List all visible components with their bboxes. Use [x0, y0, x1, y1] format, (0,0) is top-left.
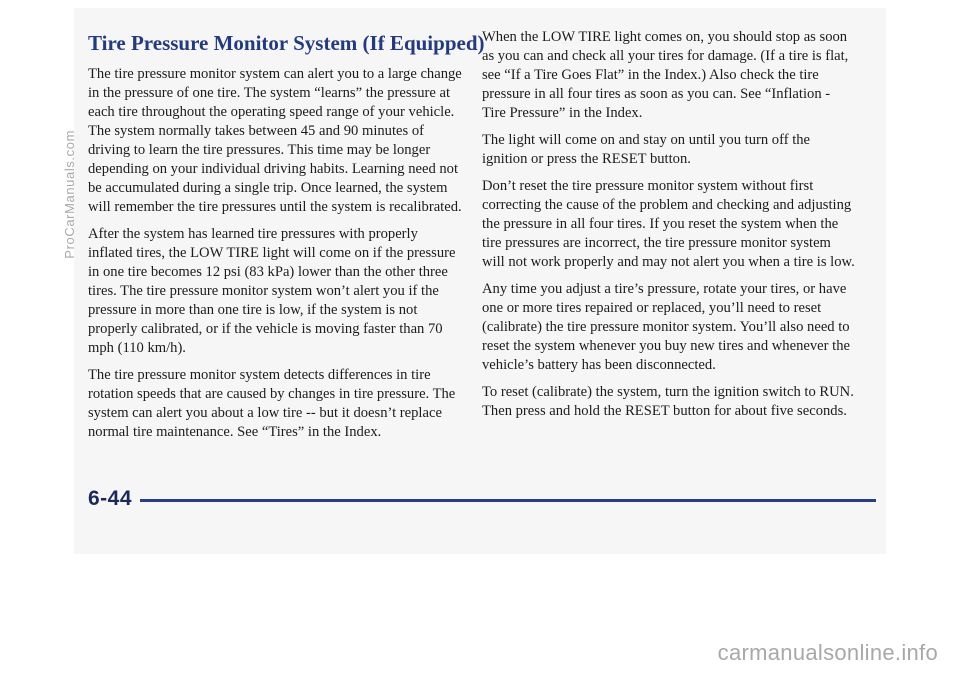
side-watermark: ProCarManuals.com — [62, 130, 77, 259]
section-title: Tire Pressure Monitor System (If Equipped) — [88, 31, 485, 55]
bottom-watermark: carmanualsonline.info — [717, 640, 938, 665]
paragraph: The tire pressure monitor system can alert you to a large change in the pressure of one tire. The system “learns” the pressure at each tire throughout the operating speed range of your vehicle. The system normally takes between 45 and 90 minutes of driving to learn the tire pressures. This time may be longer depending on your individual driving habits. Learning need not be accumulated during a single trip. Once learned, the system will remember the tire pressures until the system is recalibrated. — [88, 66, 462, 215]
paragraph: Don’t reset the tire pressure monitor system without first correcting the cause of the problem and checking and adjusting the pressure in all four tires. If you reset the system when the tire pressures are incorrect, the tire pressure monitor system will not work properly and may not alert you when a tire is low. — [482, 178, 855, 270]
paragraph: The light will come on and stay on until you turn off the ignition or press the RESET button. — [482, 132, 811, 167]
paragraph: To reset (calibrate) the system, turn the ignition switch to RUN. Then press and hold the RESET button for about five seconds. — [482, 384, 854, 419]
paragraph: Any time you adjust a tire’s pressure, rotate your tires, or have one or more tires repaired or replaced, you’ll need to reset (calibrate) the tire pressure monitor system. You’ll also need to reset the system whenever you buy new tires and whenever the vehicle’s battery has been disconnected. — [482, 281, 850, 373]
paragraph: The tire pressure monitor system detects differences in tire rotation speeds that are caused by changes in tire pressure. The system can alert you about a low tire -- but it doesn’t replace normal tire maintenance. See “Tires” in the Index. — [88, 367, 456, 440]
paragraph: When the LOW TIRE light comes on, you should stop as soon as you can and check all your tires for damage. (If a tire is flat, see “If a Tire Goes Flat” in the Index.) Also check the tire pressure in all four tires as soon as you can. See “Inflation - Tire Pressure” in the Index. — [482, 29, 849, 121]
page-number: 6-44 — [88, 487, 133, 510]
right-column — [482, 28, 856, 429]
manual-page — [74, 8, 886, 554]
footer-rule — [140, 499, 876, 502]
page-footer — [88, 479, 876, 519]
left-column — [88, 30, 485, 450]
paragraph: After the system has learned tire pressures with properly inflated tires, the LOW TIRE light will come on if the pressure in one tire becomes 12 psi (83 kPa) lower than the other three tires. The tire pressure monitor system won’t alert you if the pressure in more than one tire is low, if the system is not properly calibrated, or if the vehicle is moving faster than 70 mph (110 km/h). — [88, 226, 456, 356]
